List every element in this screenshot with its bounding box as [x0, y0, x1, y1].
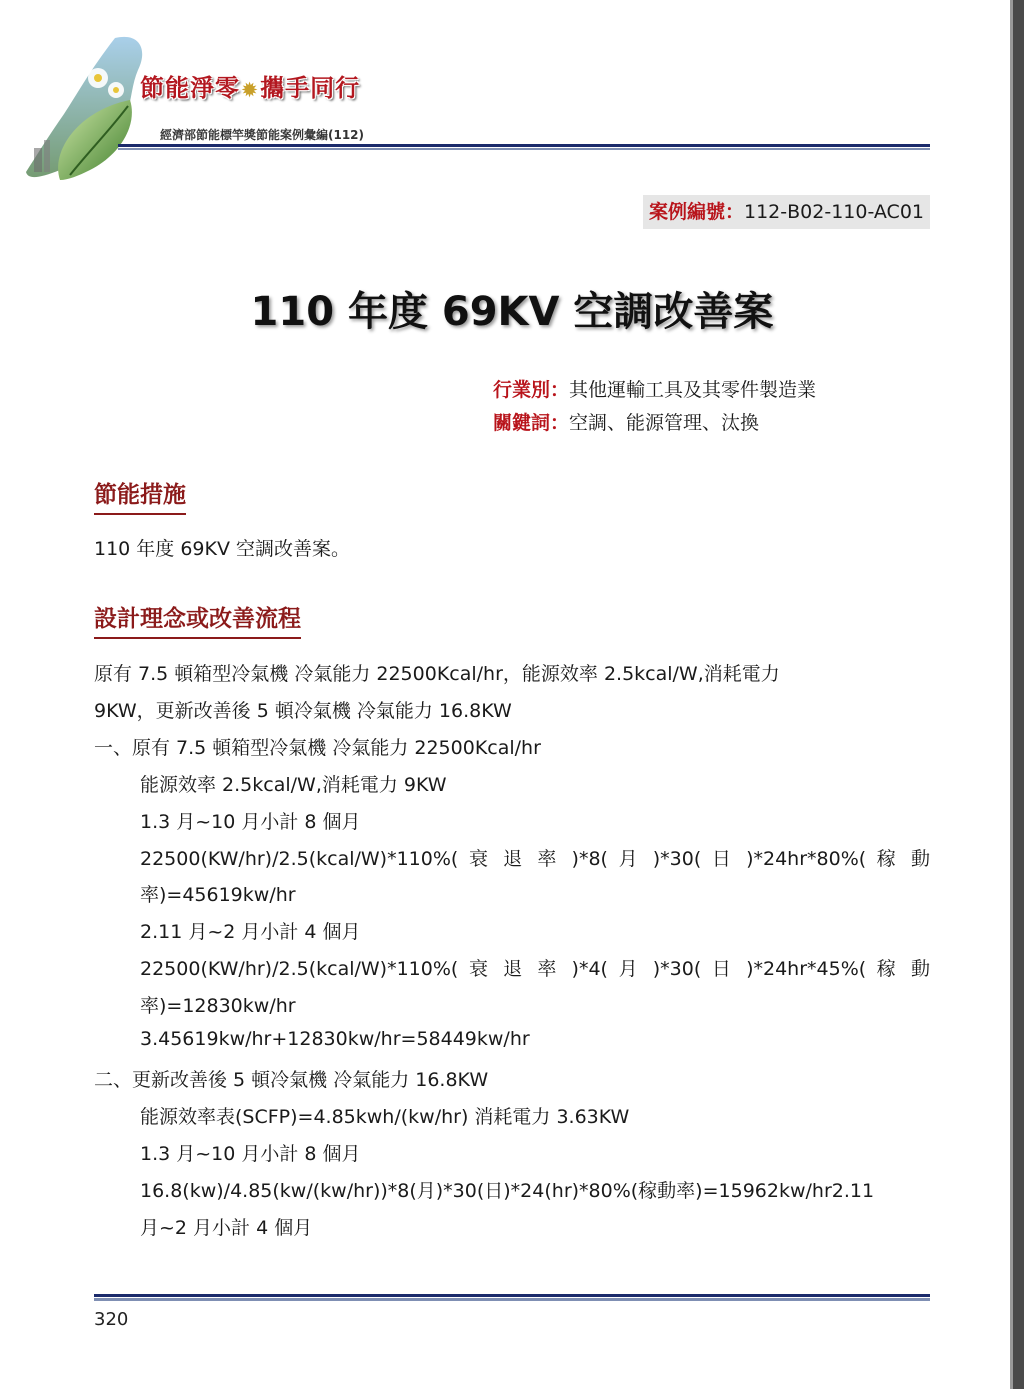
section-two-line: 月~2 月小計 4 個月 — [140, 1217, 313, 1239]
section-two-formula: 16.8(kw)/4.85(kw/(kw/hr))*8(月)*30(日)*24(hr)*80%(稼動率)=15962kw/hr2.11 — [140, 1180, 875, 1202]
section-one-heading: 一、原有 7.5 頓箱型冷氣機 冷氣能力 22500Kcal/hr — [94, 737, 541, 759]
section-one-line: 1.3 月~10 月小計 8 個月 — [140, 811, 361, 833]
slogan-right: 攜手同行 — [260, 73, 361, 102]
keywords-row — [493, 408, 759, 435]
measures-text: 110 年度 69KV 空調改善案。 — [94, 538, 351, 560]
header-subtitle: 經濟部節能標竿獎節能案例彙編(112) — [160, 128, 365, 142]
footer-rule — [94, 1294, 930, 1301]
section-one-line: 率)=12830kw/hr — [140, 995, 296, 1017]
section-two-line: 能源效率表(SCFP)=4.85kwh/(kw/hr) 消耗電力 3.63KW — [140, 1106, 630, 1128]
section-one-line: 2.11 月~2 月小計 4 個月 — [140, 921, 361, 943]
header-logo — [20, 30, 400, 190]
industry-row — [493, 375, 816, 402]
body-intro-line-2: 9KW，更新改善後 5 頓冷氣機 冷氣能力 16.8KW — [94, 700, 512, 722]
case-number-value: 112-B02-110-AC01 — [744, 201, 924, 223]
industry-label: 行業別： — [493, 379, 570, 401]
header-rule — [118, 144, 930, 150]
taiwan-leaf-emblem-icon — [20, 30, 400, 190]
slogan-left: 節能淨零 — [140, 73, 240, 102]
body-intro-line-1: 原有 7.5 頓箱型冷氣機 冷氣能力 22500Kcal/hr，能源效率 2.5kcal/W,消耗電力 — [94, 663, 780, 685]
section-two-heading: 二、更新改善後 5 頓冷氣機 冷氣能力 16.8KW — [94, 1069, 489, 1091]
page-number: 320 — [94, 1309, 129, 1330]
section-one-total: 3.45619kw/hr+12830kw/hr=58449kw/hr — [140, 1028, 530, 1050]
case-number-box — [643, 195, 930, 229]
keywords-label: 關鍵詞： — [493, 412, 570, 434]
section-two-line: 1.3 月~10 月小計 8 個月 — [140, 1143, 361, 1165]
page-edge-border — [1010, 0, 1024, 1389]
case-number-label: 案例編號： — [648, 201, 744, 223]
measures-heading: 節能措施 — [94, 476, 186, 515]
section-one-line: 率)=45619kw/hr — [140, 884, 296, 906]
section-one-line: 能源效率 2.5kcal/W,消耗電力 9KW — [140, 774, 447, 796]
page-title: 110 年度 69KV 空調改善案 — [250, 289, 774, 335]
gear-icon: ✹ — [242, 80, 259, 101]
section-one-formula: 22500(KW/hr)/2.5(kcal/W)*110%( 衰 退 率 )*4( 月 )*30( 日 )*24hr*45%( 稼 動 — [140, 958, 930, 980]
industry-value: 其他運輸工具及其零件製造業 — [569, 379, 817, 401]
header-slogan — [140, 68, 360, 103]
keywords-value: 空調、能源管理、汰換 — [569, 412, 760, 434]
section-one-formula: 22500(KW/hr)/2.5(kcal/W)*110%( 衰 退 率 )*8( 月 )*30( 日 )*24hr*80%( 稼 動 — [140, 848, 930, 870]
design-heading: 設計理念或改善流程 — [94, 600, 301, 639]
